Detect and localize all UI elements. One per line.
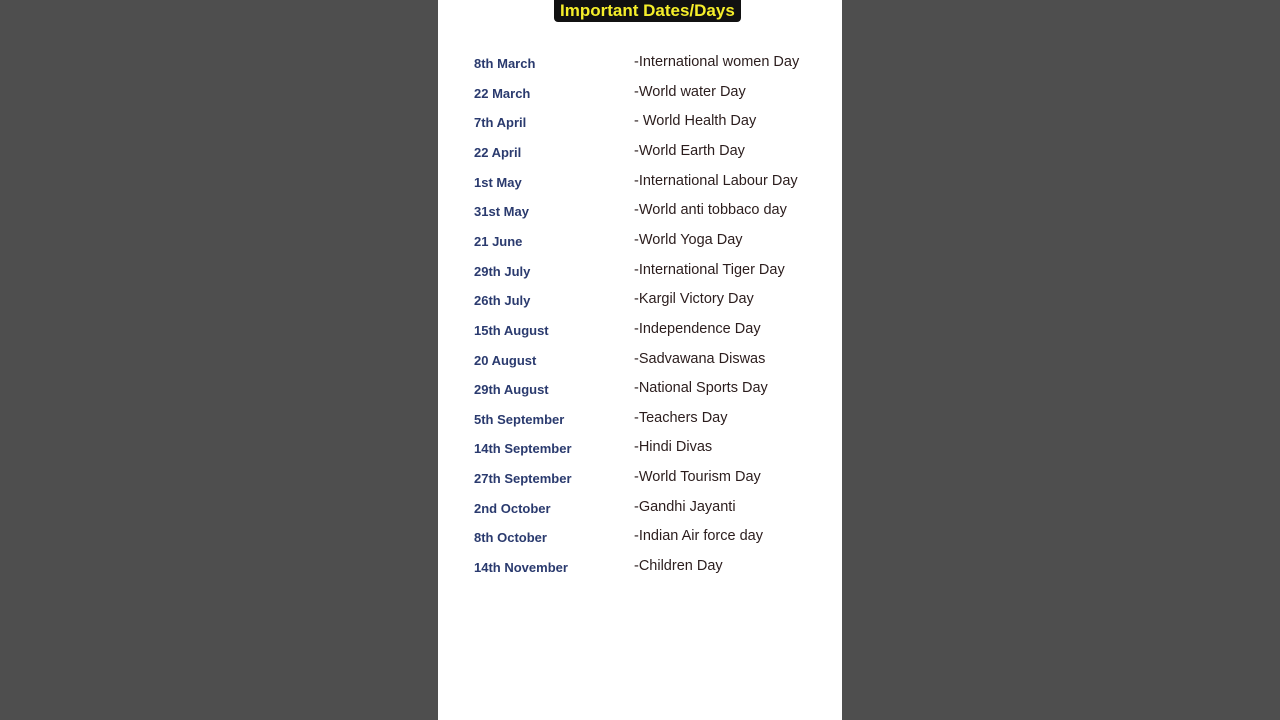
list-item (438, 143, 842, 163)
list-item (438, 54, 842, 74)
list-item (438, 232, 842, 252)
date-label: 29th July (474, 263, 531, 279)
event-label: -Sadvawana Diswas (634, 350, 766, 367)
list-item (438, 262, 842, 282)
list-item (438, 410, 842, 430)
content-panel (438, 0, 842, 720)
event-label: -Teachers Day (634, 409, 728, 426)
event-label: -World water Day (634, 83, 746, 100)
event-label: - World Health Day (634, 113, 757, 130)
event-label: -Kargil Victory Day (634, 291, 754, 308)
date-label: 8th October (474, 530, 547, 546)
date-label: 14th September (474, 441, 572, 457)
date-label: 26th July (474, 293, 531, 309)
list-item (438, 499, 842, 519)
date-label: 7th April (474, 115, 527, 131)
page-title: Important Dates/Days (554, 0, 741, 22)
event-label: -World Yoga Day (634, 231, 743, 248)
event-label: -Independence Day (634, 320, 761, 337)
event-label: -Children Day (634, 558, 723, 575)
list-item (438, 351, 842, 371)
event-label: -Gandhi Jayanti (634, 498, 736, 515)
list-item (438, 113, 842, 133)
event-label: -International Tiger Day (634, 261, 785, 278)
list-item (438, 469, 842, 489)
date-label: 31st May (474, 204, 529, 220)
event-label: -International Labour Day (634, 172, 798, 189)
date-label: 20 August (474, 352, 537, 368)
event-label: -World Earth Day (634, 142, 745, 159)
list-item (438, 202, 842, 222)
event-label: -World Tourism Day (634, 469, 761, 486)
date-label: 15th August (474, 322, 549, 338)
list-item (438, 439, 842, 459)
list-item (438, 321, 842, 341)
date-label: 27th September (474, 471, 572, 487)
list-item (438, 380, 842, 400)
list-item (438, 291, 842, 311)
list-item (438, 528, 842, 548)
date-label: 22 March (474, 85, 531, 101)
event-label: -Indian Air force day (634, 528, 763, 545)
date-label: 29th August (474, 382, 549, 398)
event-label: -World anti tobbaco day (634, 202, 787, 219)
list-item (438, 173, 842, 193)
date-label: 22 April (474, 144, 522, 160)
date-label: 14th November (474, 560, 568, 576)
date-label: 8th March (474, 56, 536, 71)
list-item (438, 558, 842, 578)
event-label: -National Sports Day (634, 380, 768, 397)
date-label: 1st May (474, 174, 522, 190)
list-item (438, 84, 842, 104)
date-label: 2nd October (474, 500, 551, 516)
event-label: -Hindi Divas (634, 439, 713, 456)
date-label: 21 June (474, 233, 523, 249)
event-label: -International women Day (634, 54, 800, 70)
date-label: 5th September (474, 411, 565, 427)
